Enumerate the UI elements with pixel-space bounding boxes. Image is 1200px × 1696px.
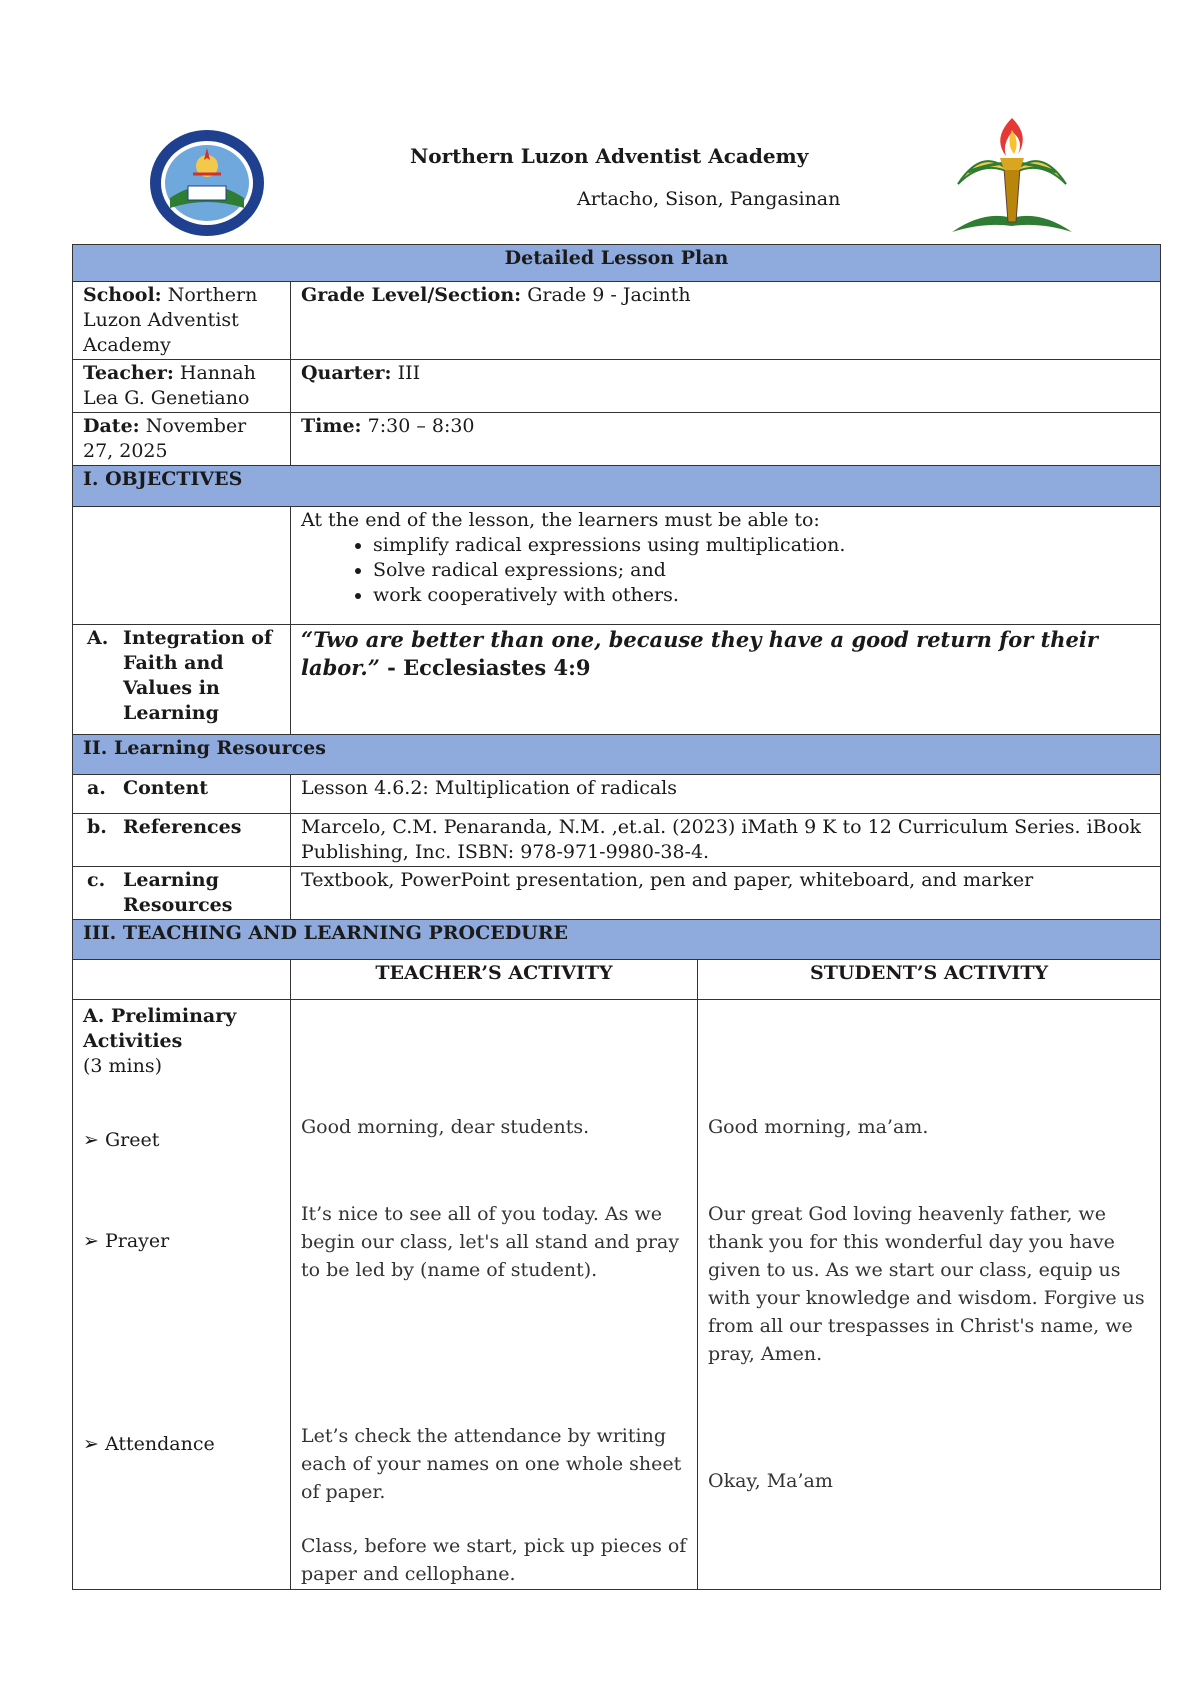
time-cell — [291, 413, 1161, 466]
document-header — [0, 0, 1200, 245]
attendance-teacher-text: Let’s check the attendance by writing each of your names on one whole sheet of paper. — [301, 1425, 682, 1503]
content-value: Lesson 4.6.2: Multiplication of radicals — [291, 775, 1161, 814]
teacher-value: Hannah Lea G. Genetiano — [83, 362, 256, 409]
objectives-cell — [291, 507, 1161, 625]
date-value: November 27, 2025 — [83, 415, 247, 462]
references-label-cell — [73, 814, 291, 867]
learning-resources-label-cell — [73, 867, 291, 920]
greet-student-text: Good morning, ma’am. — [708, 1116, 929, 1138]
objective-item: • Solve radical expressions; and — [373, 558, 1150, 583]
teacher-activity-cell — [291, 1000, 698, 1590]
integration-label: Integration of Faith and Values in Learning — [123, 627, 273, 724]
school-cell — [73, 282, 291, 360]
content-label: Content — [123, 777, 209, 799]
integration-label-cell — [73, 625, 291, 735]
quarter-cell — [291, 360, 1161, 413]
school-label: School: — [83, 284, 162, 306]
procedure-heading: III. TEACHING AND LEARNING PROCEDURE — [73, 920, 1161, 960]
grade-cell — [291, 282, 1161, 360]
time-label: Time: — [301, 415, 362, 437]
bible-verse-cell — [291, 625, 1161, 735]
teacher-label: Teacher: — [83, 362, 174, 384]
bible-verse-quote: “Two are better than one, because they have a good return for their labor.” — [301, 627, 1098, 680]
prayer-label: ➢ Prayer — [83, 1230, 170, 1252]
objectives-intro: At the end of the lesson, the learners must be able to: — [301, 509, 820, 531]
teacher-cell — [73, 360, 291, 413]
learning-resources-marker: c. — [87, 869, 106, 891]
learning-resources-value: Textbook, PowerPoint presentation, pen and paper, whiteboard, and marker — [291, 867, 1161, 920]
procedure-empty-header-cell — [73, 960, 291, 1000]
preliminary-activities-label: A. Preliminary Activities — [83, 1005, 237, 1052]
greet-label: ➢ Greet — [83, 1129, 160, 1151]
objective-item: • simplify radical expressions using multiplication. — [373, 533, 1150, 558]
attendance-label: ➢ Attendance — [83, 1433, 215, 1455]
school-address: Artacho, Sison, Pangasinan — [577, 188, 841, 210]
resources-heading: II. Learning Resources — [73, 735, 1161, 775]
grade-value: Grade 9 - Jacinth — [527, 284, 691, 306]
time-value: 7:30 – 8:30 — [367, 415, 475, 437]
content-label-cell — [73, 775, 291, 814]
greet-teacher-text: Good morning, dear students. — [301, 1116, 590, 1138]
content-marker: a. — [87, 777, 106, 799]
plan-title: Detailed Lesson Plan — [73, 245, 1161, 282]
prayer-student-text: Our great God loving heavenly father, we thank you for this wonderful day you have given to us. As we start our class, equip us with your knowledge and wisdom. Forgive us from all our trespasses in Christ's name, we pray, Amen. — [708, 1203, 1145, 1365]
date-cell — [73, 413, 291, 466]
date-label: Date: — [83, 415, 140, 437]
references-value: Marcelo, C.M. Penaranda, N.M. ,et.al. (2023) iMath 9 K to 12 Curriculum Series. iBook Publishing, Inc. ISBN: 978-971-9980-38-4. — [291, 814, 1161, 867]
teacher-activity-header: TEACHER’S ACTIVITY — [291, 960, 698, 1000]
references-label: References — [123, 816, 242, 838]
quarter-label: Quarter: — [301, 362, 392, 384]
objective-item: • work cooperatively with others. — [373, 583, 1150, 608]
student-activity-header: STUDENT’S ACTIVITY — [698, 960, 1161, 1000]
objectives-list — [301, 533, 1150, 608]
objectives-empty-cell — [73, 507, 291, 625]
student-activity-cell — [698, 1000, 1161, 1590]
references-marker: b. — [87, 816, 107, 838]
school-value: Northern Luzon Adventist Academy — [83, 284, 258, 356]
college-seal-logo — [148, 128, 266, 238]
quarter-value: III — [397, 362, 421, 384]
prayer-teacher-text: It’s nice to see all of you today. As we begin our class, let's all stand and pray to be led by (name of student). — [301, 1203, 680, 1281]
integration-marker: A. — [87, 627, 109, 649]
school-name: Northern Luzon Adventist Academy — [410, 144, 809, 168]
learning-resources-label: Learning Resources — [123, 869, 233, 916]
attendance-teacher-text-2: Class, before we start, pick up pieces of paper and cellophane. — [301, 1535, 687, 1585]
lesson-plan-table — [72, 244, 1161, 1590]
grade-label: Grade Level/Section: — [301, 284, 522, 306]
bible-verse-reference: - Ecclesiastes 4:9 — [379, 655, 591, 680]
torch-emblem-logo — [944, 114, 1080, 238]
preliminary-activities-time: (3 mins) — [83, 1055, 163, 1077]
preliminary-activities-cell — [73, 1000, 291, 1590]
attendance-student-text: Okay, Ma’am — [708, 1470, 833, 1492]
objectives-heading: I. OBJECTIVES — [73, 466, 1161, 507]
